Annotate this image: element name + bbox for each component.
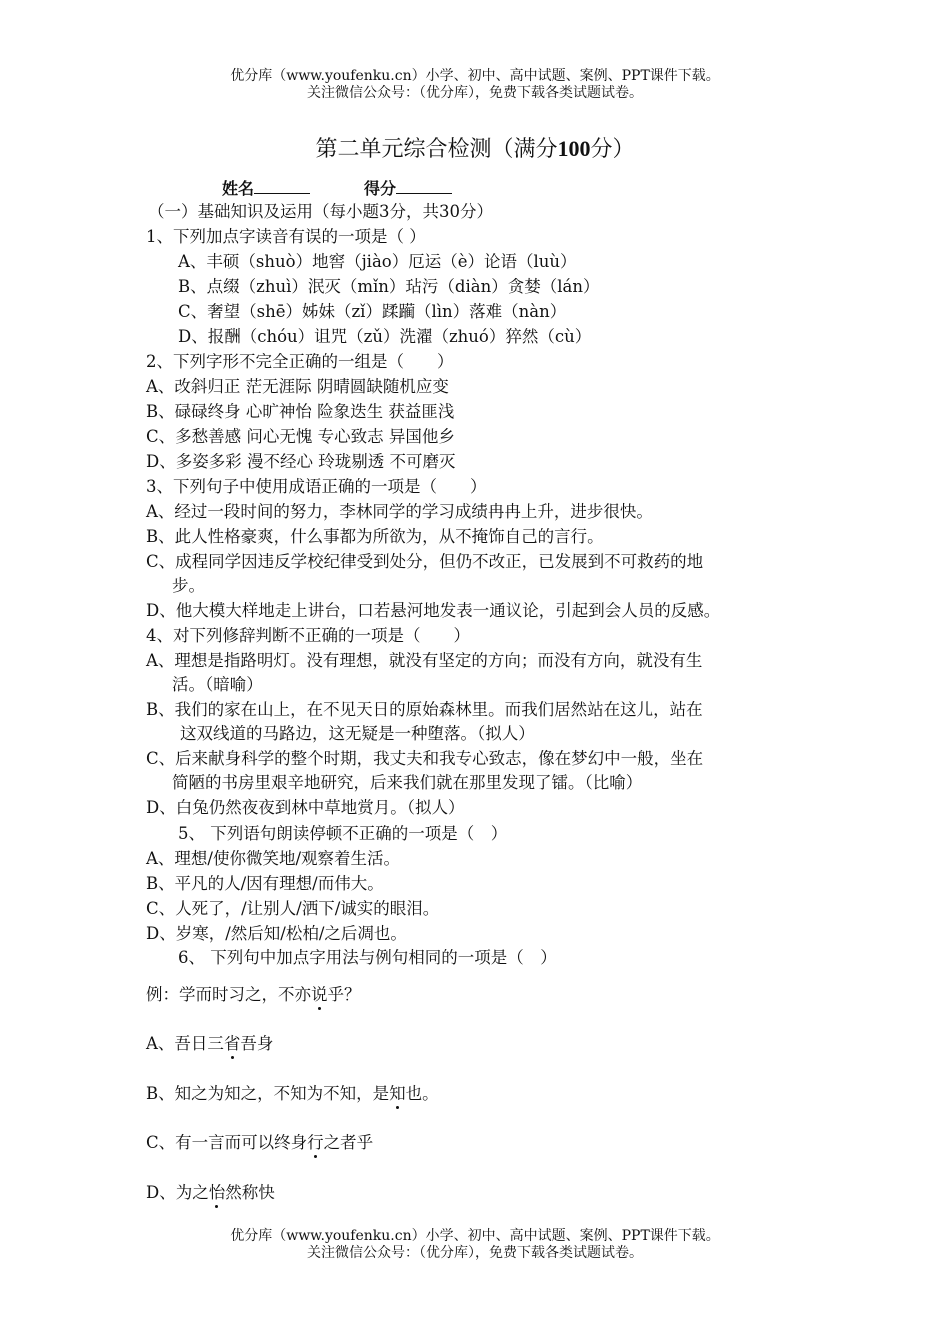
q2-option-b: B、碌碌终身 心旷神怡 险象迭生 获益匪浅: [146, 402, 455, 421]
emphasis-dot-char: 说: [311, 985, 328, 1004]
name-label: 姓名: [222, 179, 255, 198]
q1-stem: 1、下列加点字读音有误的一项是（ ）: [146, 227, 426, 246]
q5-option-b: B、平凡的人/因有理想/而伟大。: [146, 874, 384, 893]
footer-line-1: 优分库（www.youfenku.cn）小学、初中、高中试题、案例、PPT课件下载。: [230, 1228, 720, 1244]
q4-option-d: D、白兔仍然夜夜到林中草地赏月。（拟人）: [146, 798, 465, 817]
section-heading: （一）基础知识及运用（每小题3分，共30分）: [148, 202, 493, 221]
name-score-bar: [222, 176, 452, 199]
title-score: 100: [557, 136, 591, 161]
q6-option-d: D、为之怡然称快: [146, 1183, 275, 1202]
q3-option-c-line1: C、成程同学因违反学校纪律受到处分，但仍不改正，已发展到不可救药的地: [146, 552, 704, 571]
q1-option-b: B、点缀（zhuì）泯灭（mǐn）玷污（diàn）贪婪（lán）: [178, 277, 600, 296]
emphasis-dot-char: 怡: [208, 1183, 226, 1202]
name-blank: [254, 179, 310, 194]
document-title: [0, 132, 950, 163]
q5-option-a: A、理想/使你微笑地/观察着生活。: [146, 849, 401, 868]
q6-option-c: C、有一言而可以终身行之者乎: [146, 1133, 374, 1152]
q3-option-c-line2: 步。: [172, 576, 205, 595]
score-label: 得分: [364, 179, 397, 198]
q1-option-d: D、报酬（chóu）诅咒（zǔ）洗濯（zhuó）猝然（cù）: [178, 327, 592, 346]
q4-option-a-line2: 活。（暗喻）: [172, 675, 263, 694]
q3-option-a: A、经过一段时间的努力，李林同学的学习成绩冉冉上升，进步很快。: [146, 502, 653, 521]
emphasis-dot-char: 省: [223, 1034, 241, 1053]
title-prefix: 第二单元综合检测（满分: [315, 137, 558, 162]
header-line-1: 优分库（www.youfenku.cn）小学、初中、高中试题、案例、PPT课件下载。: [230, 68, 720, 84]
q3-option-d: D、他大模大样地走上讲台，口若悬河地发表一通议论，引起到会人员的反感。: [146, 601, 721, 620]
q1-option-c: C、奢望（shē）姊妹（zǐ）蹂躏（lìn）落难（nàn）: [178, 302, 567, 321]
q2-option-a: A、改斜归正 茫无涯际 阴晴圆缺随机应变: [146, 377, 449, 396]
q4-option-c-line1: C、后来献身科学的整个时期，我丈夫和我专心致志，像在梦幻中一般，坐在: [146, 749, 704, 768]
q5-option-c: C、人死了，/让别人/洒下/诚实的眼泪。: [146, 899, 440, 918]
page-footer: [0, 1228, 950, 1262]
q5-stem: 5、 下列语句朗读停顿不正确的一项是（ ）: [178, 824, 508, 843]
q4-option-b-line1: B、我们的家在山上，在不见天日的原始森林里。而我们居然站在这儿，站在: [146, 700, 703, 719]
q3-option-b: B、此人性格豪爽，什么事都为所欲为，从不掩饰自己的言行。: [146, 527, 604, 546]
q6-option-a: A、吾日三省吾身: [146, 1034, 274, 1053]
q4-option-a-line1: A、理想是指路明灯。没有理想，就没有坚定的方向；而没有方向，就没有生: [146, 651, 703, 670]
q6-example: 例：学而时习之，不亦说乎？: [146, 985, 361, 1004]
q5-option-d: D、岁寒，/然后知/松柏/之后凋也。: [146, 924, 407, 943]
emphasis-dot-char: 知: [389, 1084, 406, 1103]
q2-option-c: C、多愁善感 问心无愧 专心致志 异国他乡: [146, 427, 455, 446]
q2-option-d: D、多姿多彩 漫不经心 玲珑剔透 不可磨灭: [146, 452, 456, 471]
q4-option-b-line2: 这双线道的马路边，这无疑是一种堕落。（拟人）: [180, 724, 535, 743]
q6-option-b: B、知之为知之，不知为不知，是知也。: [146, 1084, 439, 1103]
score-blank: [396, 179, 452, 194]
q2-stem: 2、下列字形不完全正确的一组是（ ）: [146, 352, 454, 371]
q4-option-c-line2: 简陋的书房里艰辛地研究，后来我们就在那里发现了镭。（比喻）: [172, 773, 643, 792]
page-header: [0, 68, 950, 102]
q3-stem: 3、下列句子中使用成语正确的一项是（ ）: [146, 477, 487, 496]
emphasis-dot-char: 行: [307, 1133, 324, 1152]
header-line-2: 关注微信公众号：（优分库），免费下载各类试题试卷。: [307, 85, 643, 101]
footer-line-2: 关注微信公众号：（优分库），免费下载各类试题试卷。: [307, 1245, 643, 1261]
q4-stem: 4、对下列修辞判断不正确的一项是（ ）: [146, 626, 470, 645]
title-suffix: 分）: [590, 137, 635, 162]
q1-option-a: A、丰硕（shuò）地窖（jiào）厄运（è）论语（luù）: [178, 252, 577, 271]
q6-stem: 6、 下列句中加点字用法与例句相同的一项是（ ）: [178, 948, 557, 967]
